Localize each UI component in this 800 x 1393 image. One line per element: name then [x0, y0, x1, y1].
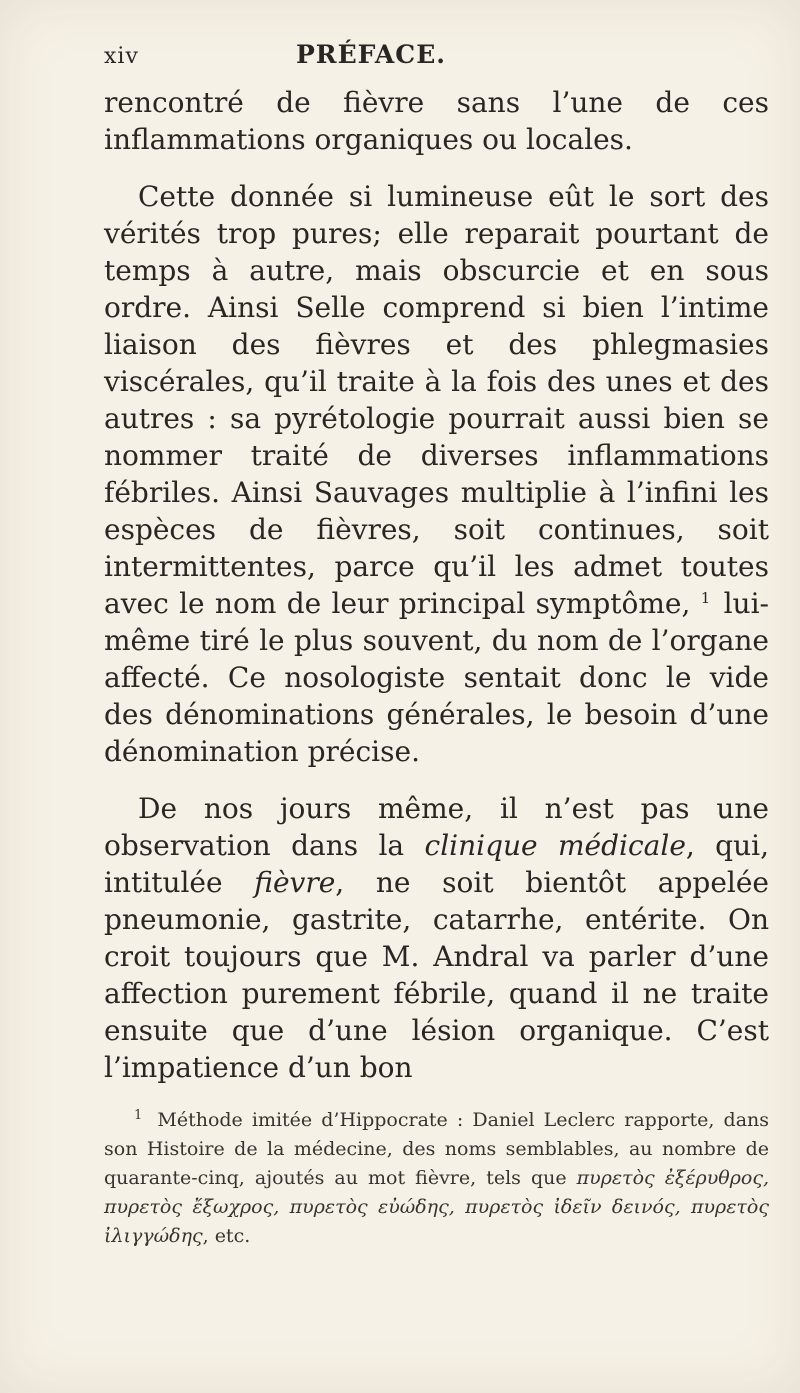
footnote — [104, 1106, 769, 1251]
paragraph-2-text: Cette donnée si lumineuse eût le sort des vérités trop pures; elle reparait pourtant de temps à autre, mais obscurcie et en sous ordre. Ainsi Selle comprend si bien l’intime liaison des fièvres et des phlegmasies viscérales, qu’il traite à la fois des unes et des autres : sa pyrétologie pourrait aussi bien se nommer traité de diverses inflammations fébriles. Ainsi Sauvages multiplie à l’infini les espèces de fièvres, soit continues, soit intermittentes, parce qu’il les admet toutes avec le nom de leur principal symptôme, — [104, 180, 769, 620]
footnote-text: Méthode imitée d’Hippocrate : Daniel Leclerc rapporte, dans son Histoire de la médecine, des noms semblables, au nombre de quarante-cinq, ajoutés au mot fièvre, tels que — [104, 1109, 770, 1189]
paragraph-3-text-end: , ne soit bientôt appelée pneumonie, gastrite, catarrhe, entérite. On croit toujours que M. Andral va parler d’une affection purement fébrile, quand il ne traite ensuite que d’une lésion organique. C’est l’impatience d’un bon — [104, 866, 769, 1084]
main-text — [104, 84, 769, 1086]
paragraph-3 — [104, 790, 769, 1086]
footnote-text-end: , etc. — [202, 1225, 251, 1247]
page-number: xiv — [104, 44, 139, 69]
footnote-reference[interactable]: 1 — [700, 588, 711, 607]
paragraph-3-text-start: De nos jours même, il n’est pas une observation dans la — [104, 792, 769, 862]
paragraph-1-text: rencontré de fièvre sans l’une de ces inflammations organiques ou locales. — [104, 86, 769, 156]
paragraph-3-text-middle: , qui, intitulée — [104, 829, 769, 899]
page-header — [104, 40, 740, 76]
running-title: PRÉFACE. — [296, 40, 446, 69]
footnote-marker: 1 — [134, 1107, 143, 1123]
paragraph-2-text-continued: lui-même tiré le plus souvent, du nom de l’organe affecté. Ce nosologiste sentait donc le vide des dénominations générales, le besoin d’une dénomination précise. — [104, 587, 769, 768]
paragraph-2 — [104, 178, 769, 770]
paragraph-1 — [104, 84, 769, 158]
footnote-greek-terms: πυρετὸς ἐξέρυθρος, πυρετὸς ἔξωχρος, πυρετὸς εὐώδης, πυρετὸς ἰδεῖν δεινός, πυρετὸς ἰλιγγώδης — [104, 1167, 769, 1247]
title-clinique-medicale: clinique médicale — [424, 829, 686, 862]
word-fievre: fièvre — [254, 866, 336, 899]
